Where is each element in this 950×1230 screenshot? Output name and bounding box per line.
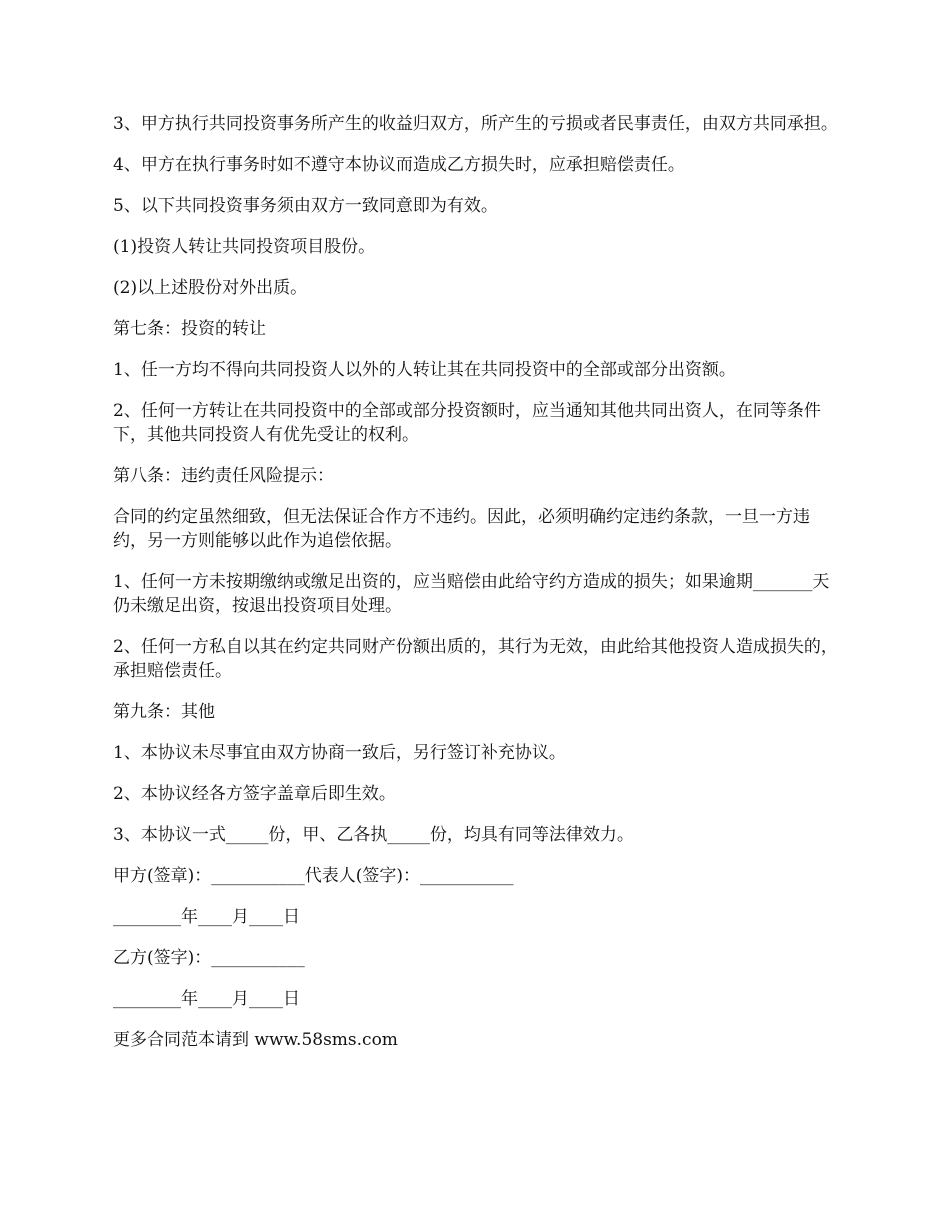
footer-source-note: 更多合同范本请到 www.58sms.com [113, 1030, 398, 1050]
article-7-clause-2: 2、任何一方转让在共同投资中的全部或部分投资额时，应当通知其他共同出资人，在同等条件下，其他共同投资人有优先受让的权利。 [113, 401, 821, 445]
party-b-date-line: ________年____月____日 [113, 989, 300, 1009]
party-a-signature-line: 甲方(签章)：___________代表人(签字)：___________ [113, 866, 514, 886]
article-8-clause-1: 1、任何一方未按期缴纳或缴足出资的，应当赔偿由此给守约方造成的损失；如果逾期_______天仍未缴足出资，按退出投资项目处理。 [113, 572, 830, 616]
clause-5-unanimous-consent: 5、以下共同投资事务须由双方一致同意即为有效。 [113, 196, 498, 216]
document-body [113, 112, 840, 1069]
clause-3-profit-loss: 3、甲方执行共同投资事务所产生的收益归双方，所产生的亏损或者民事责任，由双方共同承担。 [113, 114, 838, 134]
clause-4-liability: 4、甲方在执行事务时如不遵守本协议而造成乙方损失时，应承担赔偿责任。 [113, 155, 685, 175]
article-7-clause-1: 1、任一方均不得向共同投资人以外的人转让其在共同投资中的全部或部分出资额。 [113, 360, 736, 380]
article-7-heading: 第七条：投资的转让 [113, 319, 266, 339]
article-8-intro: 合同的约定虽然细致，但无法保证合作方不违约。因此，必须明确约定违约条款，一旦一方违约，另一方则能够以此作为追偿依据。 [113, 507, 810, 551]
article-9-heading: 第九条：其他 [113, 702, 215, 722]
article-9-clause-2: 2、本协议经各方签字盖章后即生效。 [113, 784, 396, 804]
article-8-heading: 第八条：违约责任风险提示： [113, 466, 334, 486]
item-2-pledge: (2)以上述股份对外出质。 [113, 278, 308, 298]
party-b-signature-line: 乙方(签字)：___________ [113, 948, 305, 968]
article-9-clause-3: 3、本协议一式_____份，甲、乙各执_____份，均具有同等法律效力。 [113, 825, 634, 845]
party-a-date-line: ________年____月____日 [113, 907, 300, 927]
item-1-share-transfer: (1)投资人转让共同投资项目股份。 [113, 237, 376, 257]
article-9-clause-1: 1、本协议未尽事宜由双方协商一致后，另行签订补充协议。 [113, 743, 566, 763]
article-8-clause-2: 2、任何一方私自以其在约定共同财产份额出质的，其行为无效，由此给其他投资人造成损失的，承担赔偿责任。 [113, 637, 838, 681]
